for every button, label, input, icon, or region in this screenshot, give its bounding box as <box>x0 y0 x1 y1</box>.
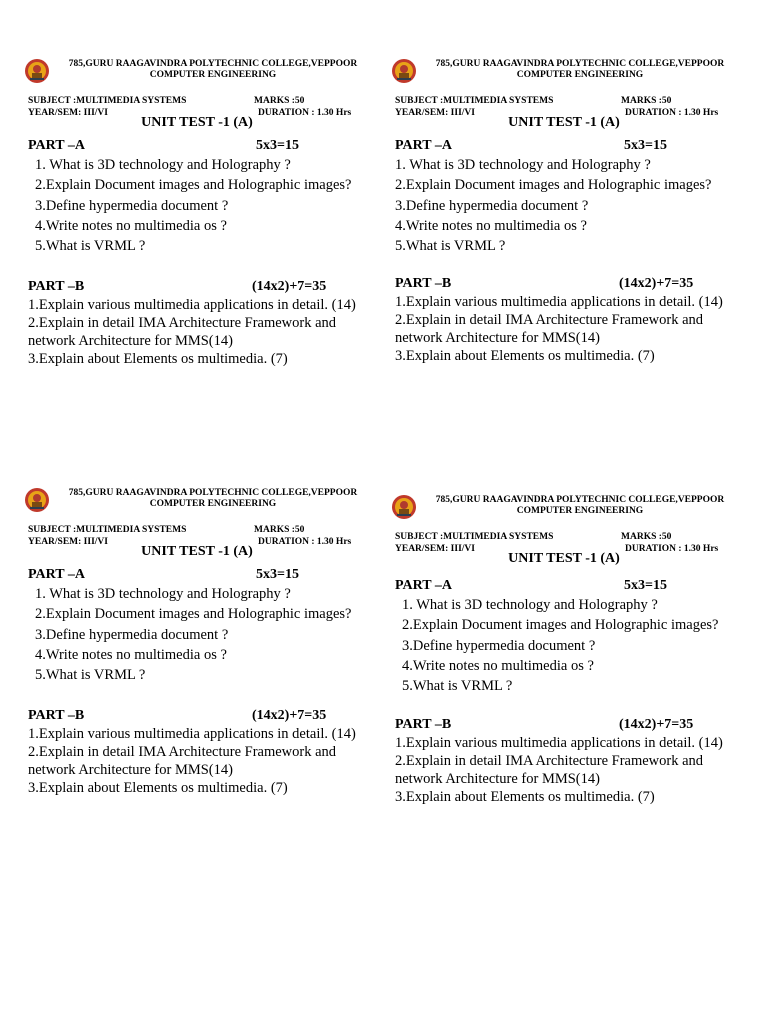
subject-label: SUBJECT :MULTIMEDIA SYSTEMS <box>28 525 187 535</box>
question-item: 1. What is 3D technology and Holography ? <box>35 586 291 602</box>
college-name: 785,GURU RAAGAVINDRA POLYTECHNIC COLLEGE,VEPPOOR <box>435 59 725 69</box>
question-item: 3.Define hypermedia document ? <box>35 197 229 214</box>
part-a-header <box>28 137 378 155</box>
part-a-title: PART –A <box>395 138 452 153</box>
part-a-header <box>395 577 745 595</box>
year-sem-label: YEAR/SEM: III/VI <box>28 108 108 118</box>
college-name: 785,GURU RAAGAVINDRA POLYTECHNIC COLLEGE,VEPPOOR <box>435 495 725 505</box>
duration-label: DURATION : 1.30 Hrs <box>258 537 352 547</box>
part-a-title: PART –A <box>28 567 85 582</box>
year-sem-label: YEAR/SEM: III/VI <box>395 544 475 554</box>
part-b-header <box>395 716 745 734</box>
part-b-questions <box>28 725 378 797</box>
question-item: 4.Write notes no multimedia os ? <box>402 657 594 674</box>
department-name: COMPUTER ENGINEERING <box>149 499 277 509</box>
college-emblem-icon <box>391 494 417 520</box>
question-item: 5.What is VRML ? <box>35 238 146 255</box>
part-b-title: PART –B <box>28 279 85 295</box>
question-item: 2.Explain in detail IMA Architecture Framework and network Architecture for MMS(14) <box>28 744 337 779</box>
question-item: 2.Explain in detail IMA Architecture Framework and network Architecture for MMS(14) <box>28 315 337 350</box>
part-a-title: PART –A <box>395 578 452 593</box>
subject-label: SUBJECT :MULTIMEDIA SYSTEMS <box>395 532 554 542</box>
question-item: 1.Explain various multimedia applications in detail. (14) <box>28 297 356 314</box>
paper-meta <box>395 525 745 554</box>
paper-meta <box>28 518 378 547</box>
college-name: 785,GURU RAAGAVINDRA POLYTECHNIC COLLEGE,VEPPOOR <box>68 59 358 69</box>
part-b-header <box>28 278 378 296</box>
part-a-questions <box>395 155 745 256</box>
part-b-questions <box>28 296 378 368</box>
college-emblem-icon <box>24 487 50 513</box>
test-title: UNIT TEST -1 (A) <box>141 544 253 559</box>
part-b-questions <box>395 293 745 365</box>
question-paper-2 <box>395 59 745 365</box>
part-a-questions <box>395 595 745 696</box>
college-emblem-icon <box>391 58 417 84</box>
test-title: UNIT TEST -1 (A) <box>508 115 620 130</box>
part-b-marks: (14x2)+7=35 <box>252 708 327 724</box>
college-emblem-icon <box>24 58 50 84</box>
question-item: 5.What is VRML ? <box>35 667 146 684</box>
part-b-title: PART –B <box>28 708 85 724</box>
paper-header <box>395 495 745 525</box>
paper-meta <box>28 89 378 118</box>
question-item: 3.Define hypermedia document ? <box>35 626 229 643</box>
question-paper-1 <box>28 59 378 368</box>
part-b-questions <box>395 734 745 806</box>
question-paper-3 <box>28 488 378 797</box>
question-item: 2.Explain Document images and Holographic images? <box>395 177 712 194</box>
question-item: 3.Explain about Elements os multimedia. (7) <box>28 780 288 797</box>
part-a-marks: 5x3=15 <box>256 138 299 153</box>
part-b-header <box>28 707 378 725</box>
subject-label: SUBJECT :MULTIMEDIA SYSTEMS <box>395 96 554 106</box>
part-b-marks: (14x2)+7=35 <box>252 279 327 295</box>
duration-label: DURATION : 1.30 Hrs <box>258 108 352 118</box>
question-item: 4.Write notes no multimedia os ? <box>395 217 587 234</box>
paper-header <box>28 488 378 518</box>
question-item: 2.Explain Document images and Holographic images? <box>35 606 352 623</box>
part-a-title: PART –A <box>28 138 85 153</box>
question-item: 4.Write notes no multimedia os ? <box>35 646 227 663</box>
paper-header <box>395 59 745 89</box>
part-a-header <box>28 566 378 584</box>
part-a-questions <box>28 155 378 256</box>
question-item: 3.Define hypermedia document ? <box>402 637 596 654</box>
question-item: 3.Define hypermedia document ? <box>395 197 589 214</box>
question-item: 2.Explain Document images and Holographic images? <box>402 617 719 634</box>
college-name: 785,GURU RAAGAVINDRA POLYTECHNIC COLLEGE,VEPPOOR <box>68 488 358 498</box>
question-item: 1. What is 3D technology and Holography ? <box>402 597 658 613</box>
part-b-marks: (14x2)+7=35 <box>619 717 694 733</box>
question-item: 1. What is 3D technology and Holography ? <box>395 157 651 173</box>
question-item: 1.Explain various multimedia applications in detail. (14) <box>28 726 356 743</box>
department-name: COMPUTER ENGINEERING <box>149 70 277 80</box>
paper-header <box>28 59 378 89</box>
part-b-title: PART –B <box>395 717 452 733</box>
question-item: 2.Explain Document images and Holographic images? <box>35 177 352 194</box>
marks-label: MARKS :50 <box>254 96 305 106</box>
question-item: 1. What is 3D technology and Holography ? <box>35 157 291 173</box>
subject-label: SUBJECT :MULTIMEDIA SYSTEMS <box>28 96 187 106</box>
question-item: 1.Explain various multimedia applications in detail. (14) <box>395 735 723 752</box>
marks-label: MARKS :50 <box>621 532 672 542</box>
question-item: 5.What is VRML ? <box>395 238 506 255</box>
marks-label: MARKS :50 <box>254 525 305 535</box>
test-title: UNIT TEST -1 (A) <box>141 115 253 130</box>
duration-label: DURATION : 1.30 Hrs <box>625 544 719 554</box>
part-a-questions <box>28 584 378 685</box>
paper-meta <box>395 89 745 118</box>
question-item: 2.Explain in detail IMA Architecture Framework and network Architecture for MMS(14) <box>395 312 704 347</box>
question-item: 2.Explain in detail IMA Architecture Framework and network Architecture for MMS(14) <box>395 753 704 788</box>
question-paper-4 <box>395 495 745 806</box>
duration-label: DURATION : 1.30 Hrs <box>625 108 719 118</box>
department-name: COMPUTER ENGINEERING <box>516 70 644 80</box>
part-a-marks: 5x3=15 <box>624 578 667 593</box>
year-sem-label: YEAR/SEM: III/VI <box>28 537 108 547</box>
part-a-marks: 5x3=15 <box>256 567 299 582</box>
department-name: COMPUTER ENGINEERING <box>516 506 644 516</box>
year-sem-label: YEAR/SEM: III/VI <box>395 108 475 118</box>
question-item: 5.What is VRML ? <box>402 678 513 695</box>
question-item: 3.Explain about Elements os multimedia. (7) <box>395 789 655 806</box>
question-item: 3.Explain about Elements os multimedia. (7) <box>28 351 288 368</box>
question-item: 3.Explain about Elements os multimedia. (7) <box>395 348 655 365</box>
question-item: 4.Write notes no multimedia os ? <box>35 217 227 234</box>
part-b-title: PART –B <box>395 276 452 292</box>
marks-label: MARKS :50 <box>621 96 672 106</box>
part-a-marks: 5x3=15 <box>624 138 667 153</box>
part-b-header <box>395 275 745 293</box>
test-title: UNIT TEST -1 (A) <box>508 551 620 566</box>
part-b-marks: (14x2)+7=35 <box>619 276 694 292</box>
part-a-header <box>395 137 745 155</box>
question-item: 1.Explain various multimedia applications in detail. (14) <box>395 294 723 311</box>
